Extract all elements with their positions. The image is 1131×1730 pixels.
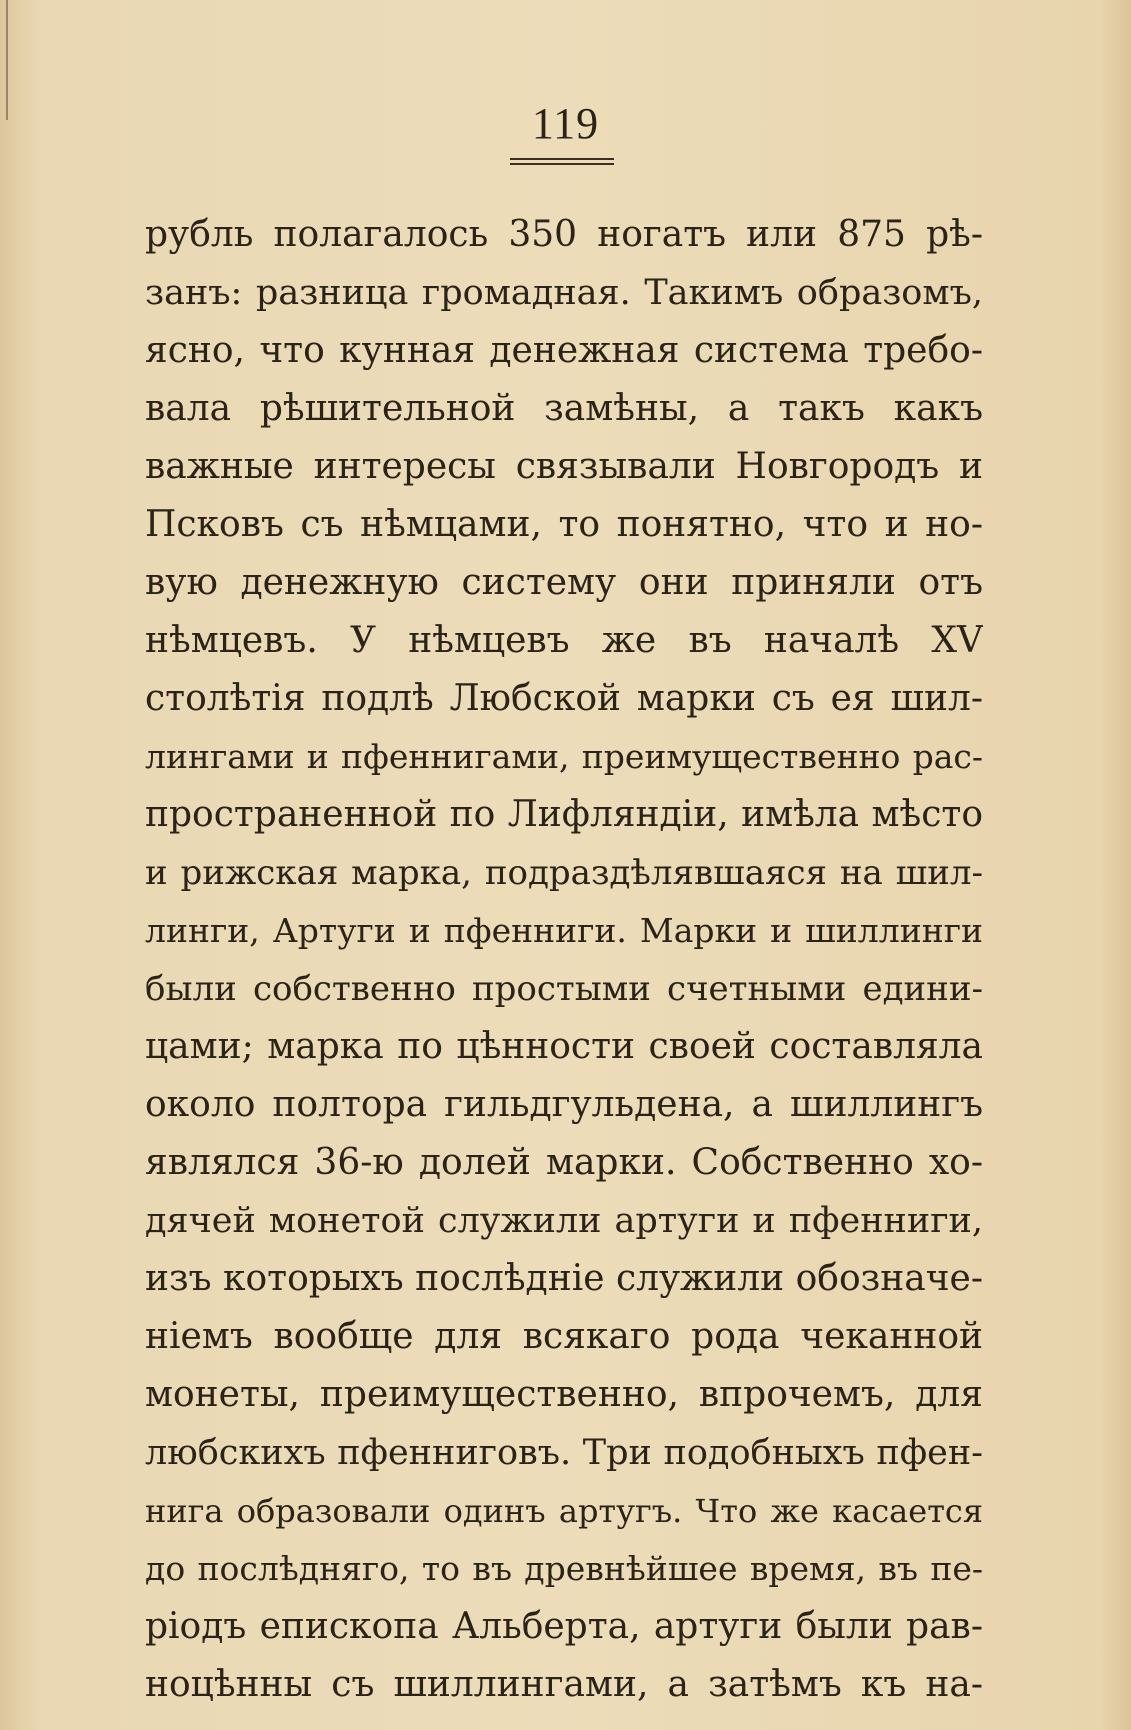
text-line: любскихъ пфенниговъ. Три подобныхъ пфен- xyxy=(145,1433,983,1473)
text-line: ріодъ епископа Альберта, артуги были рав- xyxy=(145,1606,983,1647)
text-line: цами; марка по цѣнности своей составляла xyxy=(145,1026,983,1067)
header-rule-bottom xyxy=(510,163,614,165)
text-line: лингами и пфеннигами, преимущественно рас- xyxy=(145,737,983,776)
body-text xyxy=(145,206,983,1714)
page-number: 119 xyxy=(531,99,600,148)
text-line: ніемъ вообще для всякаго рода чеканной xyxy=(145,1316,983,1357)
text-line: были собственно простыми счетными едини- xyxy=(145,969,983,1009)
header-rule-top xyxy=(510,158,614,160)
text-line: пространенной по Лифляндіи, имѣла мѣсто xyxy=(145,794,983,835)
text-line: ноцѣнны съ шиллингами, а затѣмъ къ на- xyxy=(145,1664,983,1705)
text-line: нига образовали одинъ артугъ. Что же касается xyxy=(145,1492,983,1530)
text-line: и рижская марка, подраздѣлявшаяся на шил- xyxy=(145,853,983,893)
text-line: вую денежную систему они приняли отъ xyxy=(145,562,983,603)
text-line: занъ: разница громадная. Такимъ образомъ, xyxy=(145,273,983,313)
text-line: являлся 36-ю долей марки. Собственно хо- xyxy=(145,1142,983,1183)
text-line: важные интересы связывали Новгородъ и xyxy=(145,446,983,487)
text-line: дячей монетой служили артуги и пфенниги, xyxy=(145,1201,983,1241)
text-line: до послѣдняго, то въ древнѣйшее время, въ пе- xyxy=(145,1549,983,1588)
text-line: около полтора гильдгульдена, а шиллингъ xyxy=(145,1084,983,1125)
text-line: ясно, что кунная денежная система требо- xyxy=(145,330,983,371)
text-line: вала рѣшительной замѣны, а такъ какъ xyxy=(145,388,983,429)
text-line: столѣтія подлѣ Любской марки съ ея шил- xyxy=(145,678,983,719)
text-line: нѣмцевъ. У нѣмцевъ же въ началѣ XV xyxy=(145,620,983,661)
text-line: линги, Артуги и пфенниги. Марки и шиллинги xyxy=(145,911,983,950)
text-line: рубль полагалось 350 ногатъ или 875 рѣ- xyxy=(145,214,983,255)
text-line: изъ которыхъ послѣдніе служили обозначе- xyxy=(145,1258,983,1299)
text-line: Псковъ съ нѣмцами, то понятно, что и но- xyxy=(145,504,983,545)
text-line: монеты, преимущественно, впрочемъ, для xyxy=(145,1374,983,1415)
